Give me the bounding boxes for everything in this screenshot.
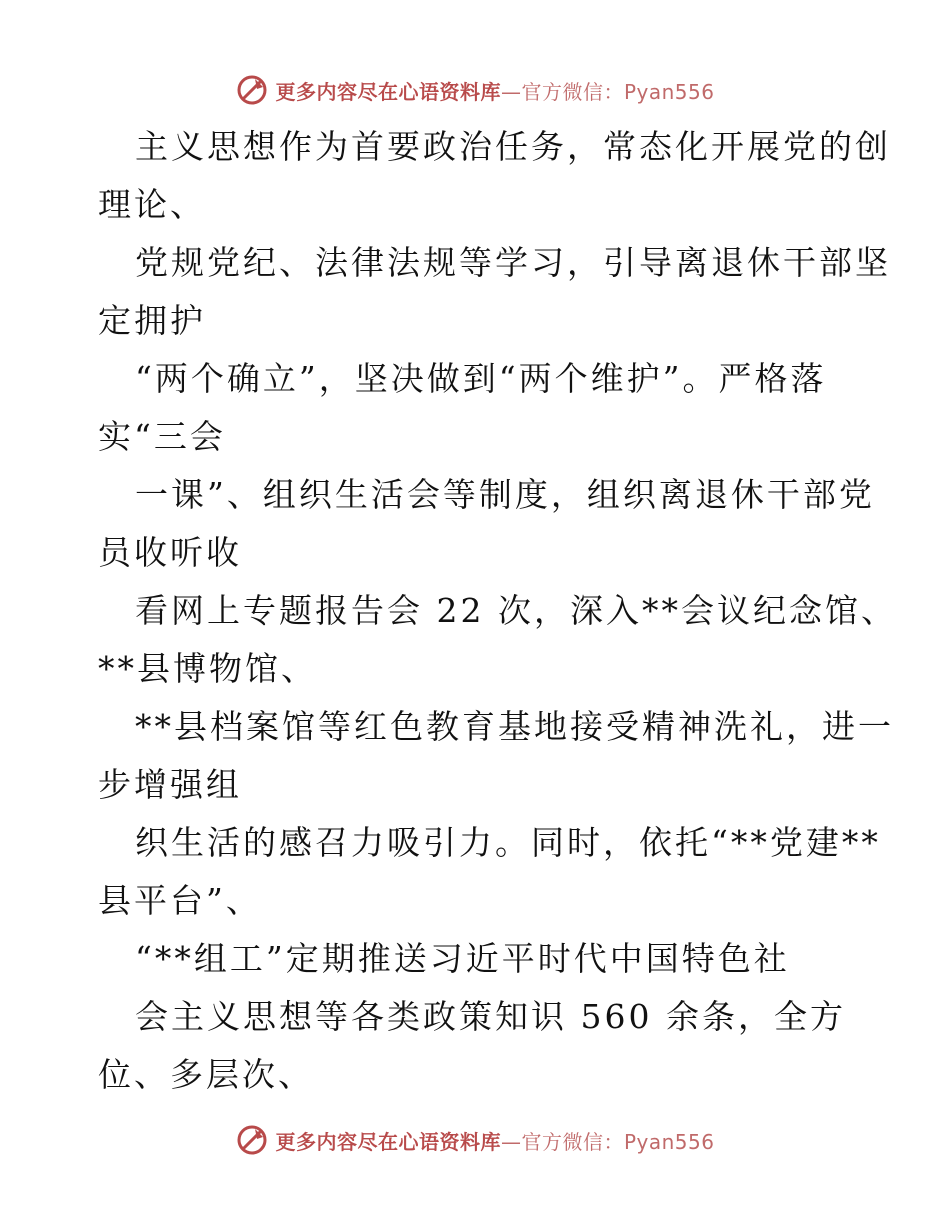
footer-watermark xyxy=(0,1120,950,1160)
quill-logo-icon xyxy=(235,73,269,107)
text-line: 看网上专题报告会 22 次，深入**会议纪念馆、 xyxy=(135,591,897,630)
text-line: **县博物馆、 xyxy=(98,649,317,688)
text-line: 县平台”、 xyxy=(98,881,262,920)
text-line: 会主义思想等各类政策知识 560 余条，全方 xyxy=(135,997,846,1036)
text-line: **县档案馆等红色教育基地接受精神洗礼，进一 xyxy=(135,707,894,746)
watermark-suffix: —官方微信：Pyan556 xyxy=(500,79,715,104)
text-line: 实“三会 xyxy=(98,417,226,456)
text-line: 主义思想作为首要政治任务，常态化开展党的创 xyxy=(135,127,891,166)
text-line: “**组工”定期推送习近平时代中国特色社 xyxy=(135,939,790,978)
text-line: 位、多层次、 xyxy=(98,1055,314,1094)
watermark-text xyxy=(275,1126,714,1155)
watermark-suffix: —官方微信：Pyan556 xyxy=(500,1129,715,1154)
text-line: 织生活的感召力吸引力。同时，依托“**党建** xyxy=(135,823,881,862)
text-line: 党规党纪、法律法规等学习，引导离退休干部坚 xyxy=(135,243,891,282)
text-line: “两个确立”，坚决做到“两个维护”。严格落 xyxy=(135,359,827,398)
text-line: 定拥护 xyxy=(98,301,206,340)
header-watermark xyxy=(0,70,950,110)
text-line: 步增强组 xyxy=(98,765,242,804)
document-body xyxy=(98,118,897,1104)
text-line: 员收听收 xyxy=(98,533,242,572)
watermark-prefix: 更多内容尽在心语资料库 xyxy=(275,1129,501,1154)
text-line: 理论、 xyxy=(98,185,206,224)
text-line: 一课”、组织生活会等制度，组织离退休干部党 xyxy=(135,475,875,514)
quill-logo-icon xyxy=(235,1123,269,1157)
watermark-prefix: 更多内容尽在心语资料库 xyxy=(275,79,501,104)
watermark-text xyxy=(275,76,714,105)
